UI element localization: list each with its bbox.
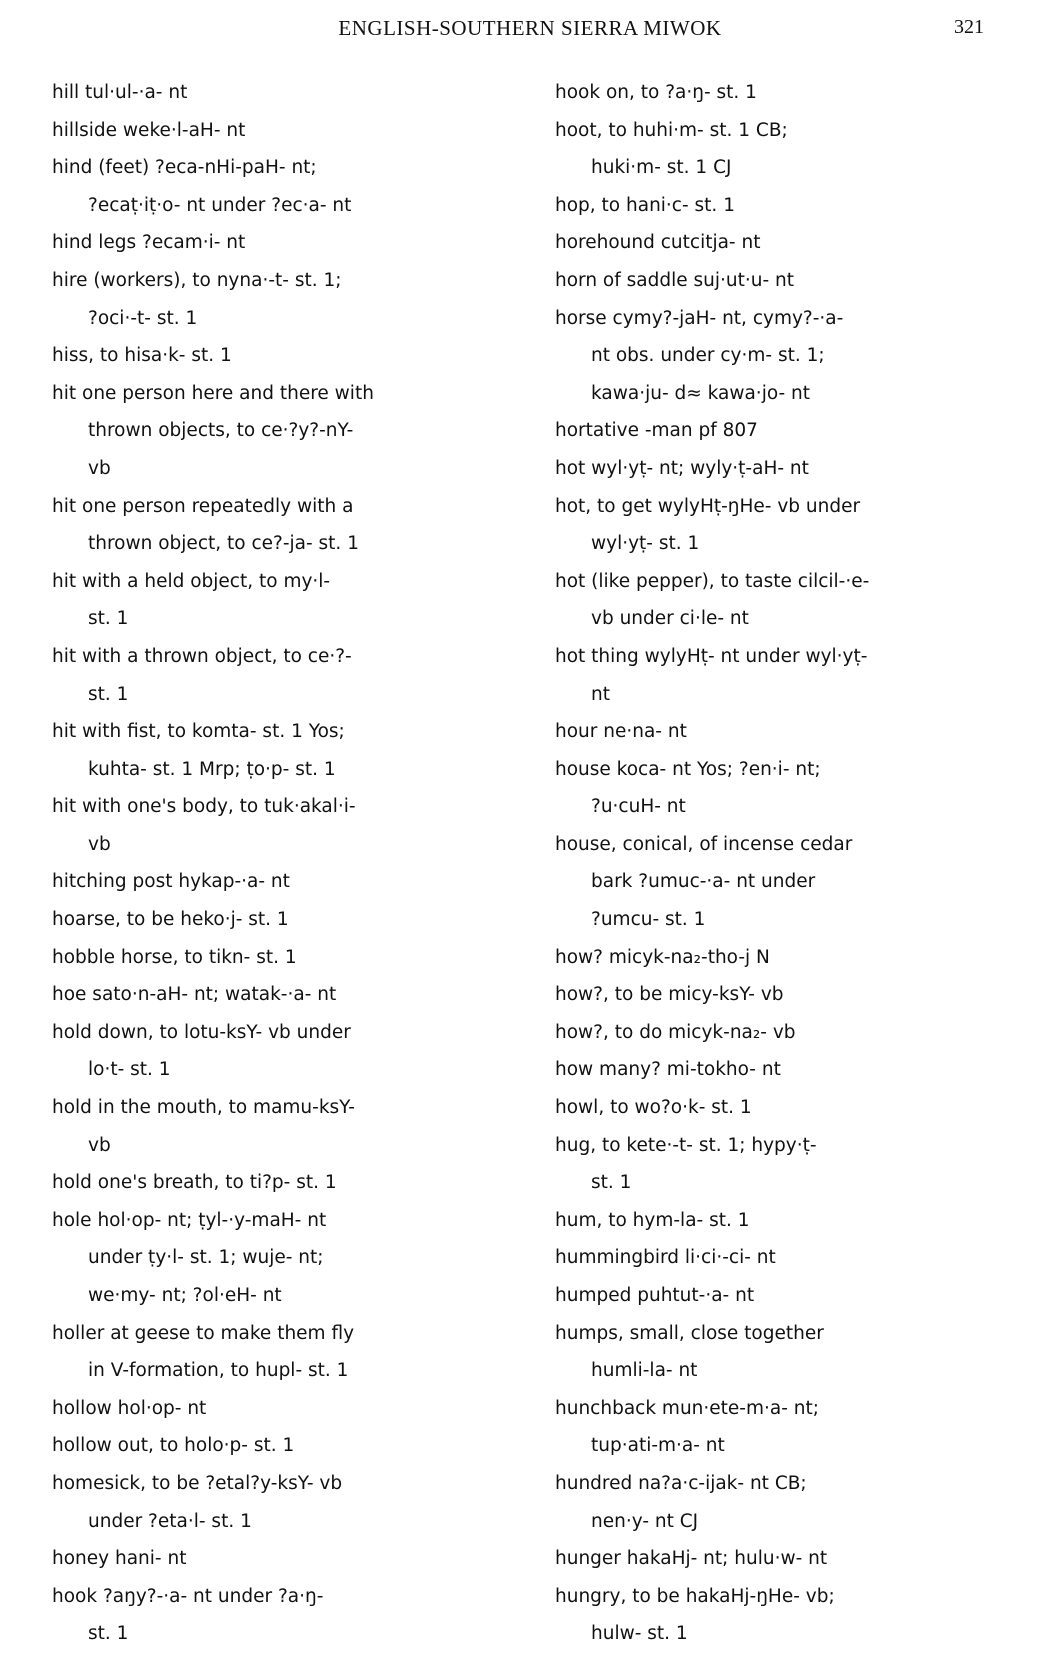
entry-line: how?, to do micyk-na₂- vb <box>555 1021 796 1043</box>
entry-line: hill tul·ul-·a- nt <box>52 82 188 103</box>
entry-line: how? micyk-na₂-tho-j N <box>555 946 770 968</box>
entry-continuation-line: kawa·ju- d≈ kawa·jo- nt <box>591 382 811 404</box>
entry-line: hobble horse, to tikn- st. 1 <box>52 946 297 968</box>
entry-line: hortative -man pf 807 <box>555 420 758 442</box>
entry-line: hop, to hani·c- st. 1 <box>555 194 735 216</box>
entry-line: hit one person here and there with <box>52 382 374 404</box>
entry-line: howl, to wo?o·k- st. 1 <box>555 1097 752 1119</box>
entry-line: hole hol·op- nt; ṭyl-·y-maH- nt <box>52 1209 327 1231</box>
entry-line: humps, small, close together <box>555 1322 824 1344</box>
entry-line: hitching post hykap-·a- nt <box>52 871 290 893</box>
entry-line: hold one's breath, to ti?p- st. 1 <box>52 1172 337 1194</box>
entry-line: hungry, to be hakaHj-ŋHe- vb; <box>555 1585 835 1607</box>
entry-line: how?, to be micy-ksY- vb <box>555 984 784 1006</box>
entry-continuation-line: st. 1 <box>591 1172 632 1194</box>
entry-line: hit with one's body, to tuk·akal·i- <box>52 796 356 818</box>
entry-line: hiss, to hisa·k- st. 1 <box>52 345 232 367</box>
entry-line: how many? mi-tokho- nt <box>555 1059 781 1081</box>
entry-continuation-line: lo·t- st. 1 <box>88 1059 171 1081</box>
entry-continuation-line: under ?eta·l- st. 1 <box>88 1510 252 1532</box>
entry-continuation-line: wyl·yṭ- st. 1 <box>591 533 700 555</box>
entry-line: hook ?aŋy?-·a- nt under ?a·ŋ- <box>52 1585 324 1607</box>
entry-continuation-line: huki·m- st. 1 CJ <box>591 157 732 179</box>
entry-continuation-line: st. 1 <box>88 683 129 705</box>
entry-line: hire (workers), to nyna·-t- st. 1; <box>52 269 342 291</box>
entry-continuation-line: st. 1 <box>88 1623 129 1645</box>
entry-line: hoe sato·n-aH- nt; watak-·a- nt <box>52 984 337 1006</box>
entry-continuation-line: vb <box>88 833 111 855</box>
entry-line: hillside weke·l-aH- nt <box>52 119 246 141</box>
entry-continuation-line: hulw- st. 1 <box>591 1623 688 1645</box>
entry-line: hoot, to huhi·m- st. 1 CB; <box>555 119 788 141</box>
entry-line: homesick, to be ?etal?y-ksY- vb <box>52 1472 343 1494</box>
entry-line: hummingbird li·ci·-ci- nt <box>555 1247 776 1269</box>
entry-line: hot (like pepper), to taste cilcil-·e- <box>555 570 870 592</box>
entry-line: hold in the mouth, to mamu-ksY- <box>52 1097 355 1119</box>
entry-line: hollow hol·op- nt <box>52 1397 207 1419</box>
entry-line: hind (feet) ?eca-nHi-paH- nt; <box>52 157 317 179</box>
entry-line: hot thing wylyHṭ- nt under wyl·yṭ- <box>555 645 868 667</box>
page-number: 321 <box>954 16 984 38</box>
entry-continuation-line: thrown objects, to ce·?y?-nY- <box>88 420 354 442</box>
entry-line: hook on, to ?a·ŋ- st. 1 <box>555 82 757 103</box>
right-column <box>555 74 1045 1653</box>
left-column <box>52 74 522 1653</box>
entry-continuation-line: tup·ati-m·a- nt <box>591 1435 725 1457</box>
entry-continuation-line: we·my- nt; ?ol·eH- nt <box>88 1285 282 1306</box>
page-header <box>0 16 1060 46</box>
entry-line: horn of saddle suj·ut·u- nt <box>555 269 795 291</box>
entry-line: hunger hakaHj- nt; hulu·w- nt <box>555 1548 828 1570</box>
entry-line: hind legs ?ecam·i- nt <box>52 232 246 254</box>
entry-line: hot wyl·yṭ- nt; wyly·ṭ-aH- nt <box>555 457 809 479</box>
entry-line: horehound cutcitja- nt <box>555 232 761 254</box>
entry-line: hollow out, to holo·p- st. 1 <box>52 1435 295 1457</box>
entry-continuation-line: under ṭy·l- st. 1; wuje- nt; <box>88 1247 324 1269</box>
entry-line: hour ne·na- nt <box>555 721 687 743</box>
entry-line: hit one person repeatedly with a <box>52 495 354 517</box>
entry-continuation-line: vb under ci·le- nt <box>591 608 749 630</box>
entry-continuation-line: in V-formation, to hupl- st. 1 <box>88 1360 349 1382</box>
entry-line: hot, to get wylyHṭ-ŋHe- vb under <box>555 495 861 517</box>
entry-continuation-line: ?ecaṭ·iṭ·o- nt under ?ec·a- nt <box>88 194 352 216</box>
entry-line: house koca- nt Yos; ?en·i- nt; <box>555 758 821 780</box>
entry-continuation-line: nt <box>591 683 610 705</box>
entry-line: hum, to hym-la- st. 1 <box>555 1209 750 1231</box>
entry-line: hug, to kete·-t- st. 1; hypy·ṭ- <box>555 1134 817 1156</box>
entry-line: holler at geese to make them fly <box>52 1322 355 1344</box>
entry-line: house, conical, of incense cedar <box>555 833 853 855</box>
entry-continuation-line: ?u·cuH- nt <box>591 796 686 818</box>
entry-continuation-line: thrown object, to ce?-ja- st. 1 <box>88 533 359 555</box>
entry-continuation-line: humli-la- nt <box>591 1360 698 1382</box>
entry-line: hunchback mun·ete-m·a- nt; <box>555 1397 819 1419</box>
running-title: ENGLISH-SOUTHERN SIERRA MIWOK <box>338 16 722 40</box>
entry-line: hit with a held object, to my·l- <box>52 570 331 592</box>
entry-line: hit with fist, to komta- st. 1 Yos; <box>52 721 345 743</box>
entry-line: humped puhtut-·a- nt <box>555 1285 755 1306</box>
entry-continuation-line: ?umcu- st. 1 <box>591 909 706 931</box>
entry-continuation-line: st. 1 <box>88 608 129 630</box>
entry-continuation-line: nen·y- nt CJ <box>591 1510 699 1532</box>
entry-line: horse cymy?-jaH- nt, cymy?-·a- <box>555 307 844 329</box>
entry-continuation-line: kuhta- st. 1 Mrp; ṭo·p- st. 1 <box>88 758 336 780</box>
entry-line: hit with a thrown object, to ce·?- <box>52 645 352 667</box>
entry-line: hold down, to lotu-ksY- vb under <box>52 1021 351 1043</box>
entry-continuation-line: bark ?umuc-·a- nt under <box>591 871 816 893</box>
entry-continuation-line: vb <box>88 1134 111 1156</box>
entry-continuation-line: nt obs. under cy·m- st. 1; <box>591 345 825 367</box>
entry-line: hundred na?a·c-ijak- nt CB; <box>555 1472 807 1494</box>
entry-continuation-line: vb <box>88 457 111 479</box>
entry-line: hoarse, to be heko·j- st. 1 <box>52 909 289 931</box>
entry-continuation-line: ?oci·-t- st. 1 <box>88 307 198 329</box>
entry-line: honey hani- nt <box>52 1548 187 1570</box>
